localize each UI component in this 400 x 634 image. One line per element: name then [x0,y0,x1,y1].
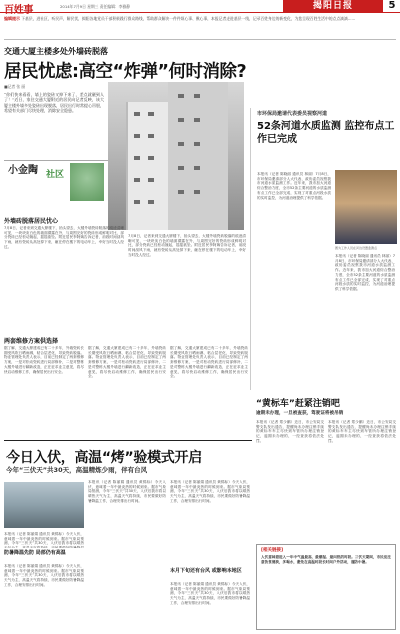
page-number: 5 [388,0,396,11]
column-logo [4,160,108,204]
story-kicker: 交通大厦主楼多处外墙砖脱落 [4,47,108,56]
weather-body-b: 本报讯（记者 陈丽娟 通讯员 黄锦标）今天入伏，意味着一年中最炎热的时候到来。据市气象局预测，今年“三伏天”共30天，入伏后我市将以晴热天气为主，高温天气将持续，市民要做好防暑降温工作，合理安排出行时间。 [4,564,84,587]
related-link-box [256,544,396,630]
right-headline: 52条河道水质监测 监控布点工作已完成 [257,121,395,145]
subhead-1: 外墙砖脱落居民忧心 [4,218,59,225]
editor-guide [4,16,396,40]
right-body-2: 本报讯（记者 陈晓丽 通讯员 林丽）7月8日，市环保局邀请部分人大代表、政协委员视察我市河道水质监测工作。近年来，我市加大河道综合整治力度，全市52条主要河道的水质监测布点工作已全部完成，实现了对重点河段水质的实时监控，为河道治理提供了科学依据。 [335,254,395,291]
story-body-2b: 据了解，交通大厦建成已有二十多年，外墙瓷砖长期受风吹日晒雨淋，粘合层老化，导致瓷砖脱落。物业管理处负责人表示，目前已经制定了两套维修方案，一是对松动瓷砖进行局部修补，二是对整栋大楼外墙进行翻新改造，正在征求业主意见，将尽快启动维修工作，确保居民出行安全。 [88,346,166,379]
story-body-2a: 据了解，交通大厦建成已有二十多年，外墙瓷砖长期受风吹日晒雨淋，粘合层老化，导致瓷砖脱落。物业管理处负责人表示，目前已经制定了两套维修方案，一是对松动瓷砖进行局部修补，二是对整栋大楼外墙进行翻新改造，正在征求业主意见，将尽快启动维修工作，确保居民出行安全。 [4,346,84,374]
weather-kicker: 今年“三伏天”共30天，高温精炼少雨，伴有台风 [6,466,148,474]
story-headline: 居民忧虑:高空“炸弹”何时消除? [4,62,247,82]
related-link-text: 入伏意味着进入一年中气温最高、最潮湿、最闷热的时段。三伏天期间，市民应注意饮食清淡，多喝水，避免在高温时段长时间户外活动，谨防中暑。 [261,555,391,564]
weather-subhead-1: 防暑降温先防 局部仍有高温 [4,550,66,556]
right-kicker: 市环保局邀请代表委员视察河道 [257,111,328,117]
weather-body-c: 本报讯（记者 陈丽娟 通讯员 黄锦标）今天入伏，意味着一年中最炎热的时候到来。据市气象局预测，今年“三伏天”共30天，入伏后我市将以晴热天气为主，高温天气将持续，市民要做好防暑降温工作，合理安排出行时间。 [88,480,166,503]
weather-body-e: 本报讯（记者 陈丽娟 通讯员 黄锦标）今天入伏，意味着一年中最炎热的时候到来。据市气象局预测，今年“三伏天”共30天，入伏后我市将以晴热天气为主，高温天气将持续，市民要做好防暑降温工作，合理安排出行时间。 [170,582,250,605]
story-body-2c: 据了解，交通大厦建成已有二十多年，外墙瓷砖长期受风吹日晒雨淋，粘合层老化，导致瓷砖脱落。物业管理处负责人表示，目前已经制定了两套维修方案，一是对松动瓷砖进行局部修补，二是对整栋大楼外墙进行翻新改造，正在征求业主意见，将尽快启动维修工作，确保居民出行安全。 [170,346,248,379]
subhead-2: 两套维修方案供选择 [4,338,59,345]
right-column-story [250,108,396,390]
right-body-3b: 本报讯（记者 郑少鹏）近日，市公安局交警支队发出通告，提醒尚未办理注销手续的黄标车车主尽快到车管所办理注销登记，逾期未办理的，一经查获将依法处罚。 [328,420,396,443]
weather-story-header [4,440,252,474]
column-sub: 社区 [46,170,65,180]
weather-photo [4,482,84,528]
weather-body-d: 本报讯（记者 陈丽娟 通讯员 黄锦标）今天入伏，意味着一年中最炎热的时候到来。据市气象局预测，今年“三伏天”共30天，入伏后我市将以晴热天气为主，高温天气将持续，市民要做好防暑降温工作，合理安排出行时间。 [170,480,250,503]
column-name: 小金陶 [8,165,38,176]
newspaper-logo: 揭阳日报 [283,0,383,12]
story-byline: ■记者 张 丽 [4,84,26,89]
right-subhead-2: 逾期未办理，一旦被查获，驾驶证将被吊销 [256,411,344,416]
issue-date: 2014年7月9日 星期三 责任编辑：李雅静 [60,4,131,9]
section-title: 百姓事 [4,5,34,16]
right-body: 本报讯（记者 陈晓丽 通讯员 林丽）7月8日，市环保局邀请部分人大代表、政协委员视察我市河道水质监测工作。近年来，我市加大河道综合整治力度，全市52条主要河道的水质监测布点工作已全部完成，实现了对重点河段水质的实时监控，为河道治理提供了科学依据。 [257,172,331,200]
guide-text: 下基层，进社区，听民声，解民忧，揭阳各地党员干部积极践行群众路线，帮助群众解决一件件烦心事、揪心事，本报记者走进基层一线，记录百姓身边的新变化，为您呈现百姓生活中的点点滴滴…… [21,16,356,21]
story-body-1: 7月8日，记者来到交通大厦楼下，抬头望去，大楼外墙瓷砖脱落的痕迹清晰可见，一块块灰白色的墙面裸露在外，与周围完好的瓷砖形成鲜明对比，部分瓷砖已经松动翘起，摇摇欲坠。附近居民李阿姨告诉记者，前段时间刮风下雨，就有瓷砖从高处掉下来，砸在停在楼下的电动车上，幸好当时没人经过。 [4,226,124,249]
weather-body-a: 本报讯（记者 陈丽娟 通讯员 黄锦标）今天入伏，意味着一年中最炎热的时候到来。据市气象局预测，今年“三伏天”共30天，入伏后我市将以晴热 [4,532,84,546]
right-body-3a: 本报讯（记者 郑少鹏）近日，市公安局交警支队发出通告，提醒尚未办理注销手续的黄标车车主尽快到车管所办理注销登记，逾期未办理的，一经查获将依法处罚。 [256,420,324,443]
related-link-title: [相关链接] [261,548,284,553]
weather-headline: 今日入伏，高温“烤”验模式开启 [6,450,202,466]
right-headline-2: “黄标车”赶紧注销吧 [256,399,340,409]
person-photo [335,170,397,244]
story-body-1b: 7月8日，记者来到交通大厦楼下，抬头望去，大楼外墙瓷砖脱落的痕迹清晰可见，一块块灰白色的墙面裸露在外，与周围完好的瓷砖形成鲜明对比，部分瓷砖已经松动翘起，摇摇欲坠。附近居民李阿姨告诉记者，前段时间刮风下雨，就有瓷砖从高处掉下来，砸在停在楼下的电动车上，幸好当时没人经过。 [128,234,246,257]
masthead [0,0,400,16]
building-photo [108,82,244,230]
weather-subhead-2: 本月下旬还有台风 或影响本地区 [170,568,242,574]
story-lead: “你们快来看看，墙上的瓷砖又掉下来了，差点就砸到人了！”近日，家住交通大厦附近的居民向记者反映，该大厦主楼外墙多处瓷砖出现脱落，居民出行时常提心吊胆，希望有关部门尽快处理，消除安全隐患。 [4,92,104,114]
photo-caption: 图为工作人员在河边设置监测点 [335,246,378,250]
guide-label: 编辑提示 [4,16,20,21]
